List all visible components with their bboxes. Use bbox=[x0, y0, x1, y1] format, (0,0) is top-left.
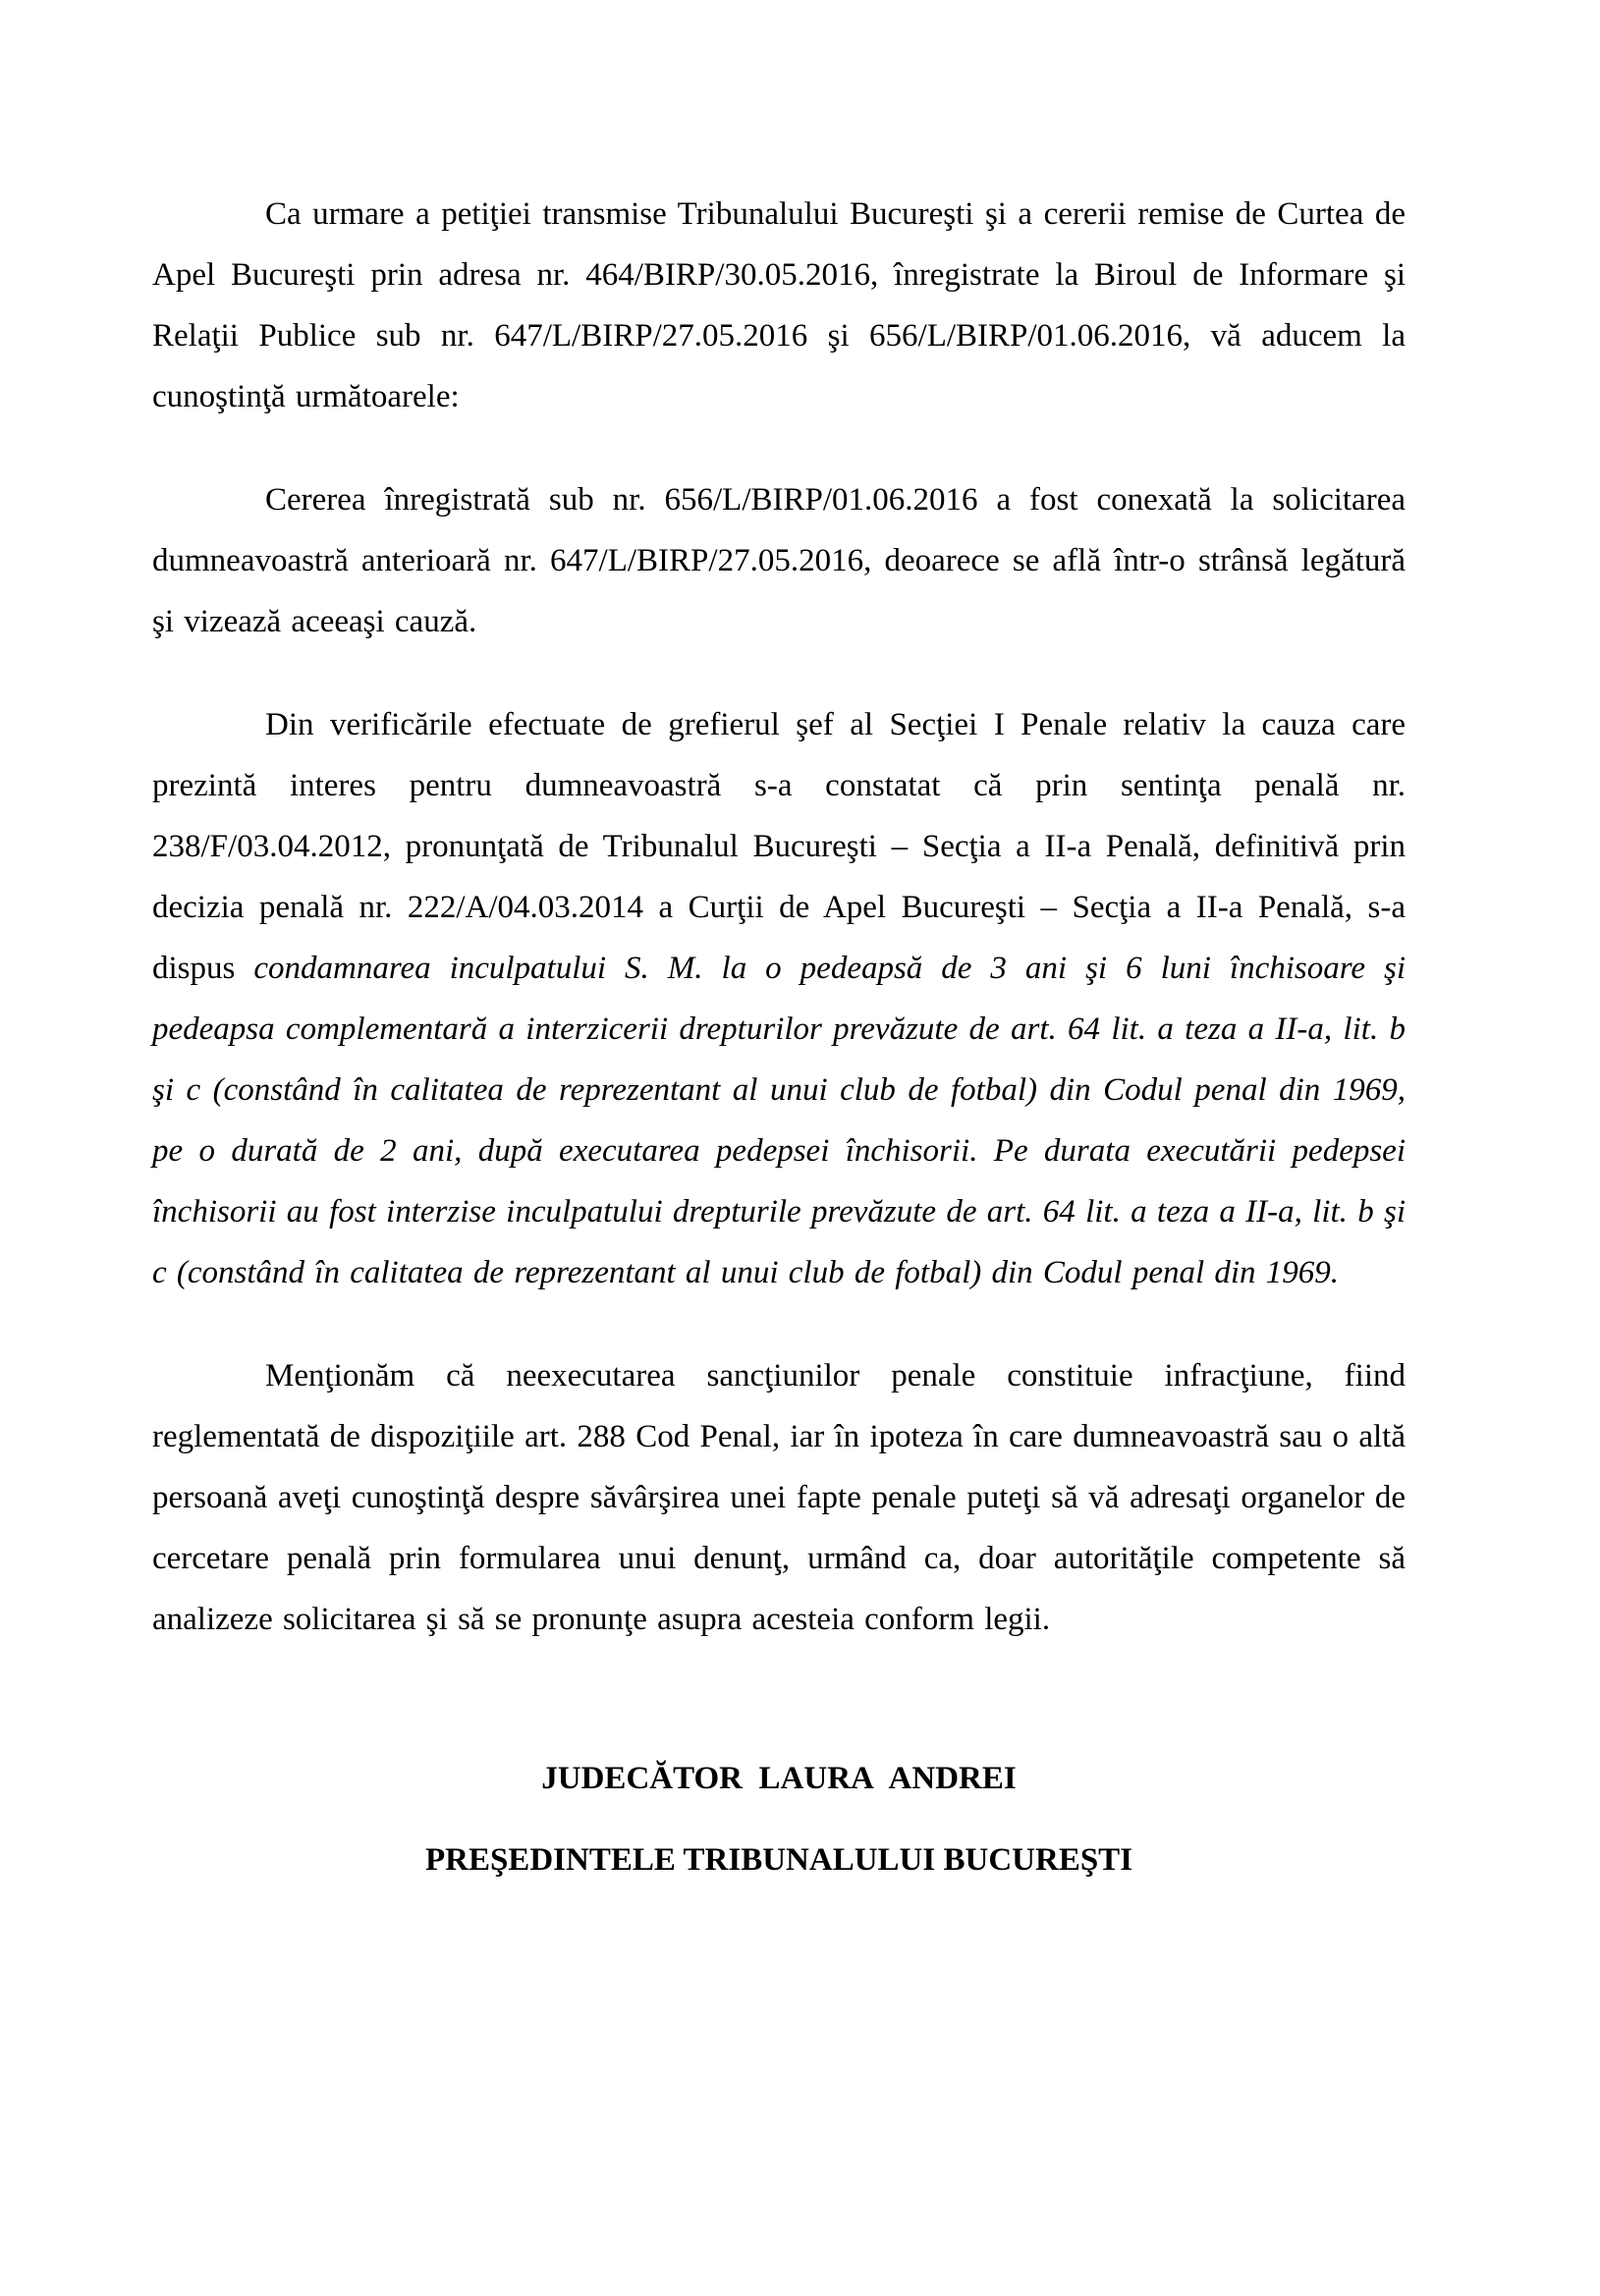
signature-block bbox=[152, 1748, 1406, 1890]
paragraph-verification-italic-quote: condamnarea inculpatului S. M. la o pedeapsă de 3 ani şi 6 luni închisoare şi pedeapsa complementară a interzicerii drepturilor prevăzute de art. 64 lit. a teza a II-a, lit. b şi c (constând în calitatea de reprezentant al unui club de fotbal) din Codul penal din 1969, pe o durată de 2 ani, după executarea pedepsei închisorii. Pe durata executării pedepsei închisorii au fost interzise inculpatului drepturile prevăzute de art. 64 lit. a teza a II-a, lit. b şi c (constând în calitatea de reprezentant al unui club de fotbal) din Codul penal din 1969. bbox=[152, 951, 1406, 1290]
signature-judge-name: JUDECĂTOR LAURA ANDREI bbox=[541, 1761, 1017, 1796]
paragraph-verification-findings bbox=[152, 694, 1406, 1303]
paragraph-legal-notice: Menţionăm că neexecutarea sancţiunilor penale constituie infracţiune, fiind reglementată de dispoziţiile art. 288 Cod Penal, iar în ipoteza în care dumneavoastră sau o altă persoană aveţi cunoştinţă despre săvârşirea unei fapte penale puteţi să vă adresaţi organelor de cercetare penală prin formularea unui denunţ, urmând ca, doar autorităţile competente să analizeze solicitarea şi să se pronunţe asupra acesteia conform legii. bbox=[152, 1358, 1406, 1637]
signature-president-title: PREŞEDINTELE TRIBUNALULUI BUCUREŞTI bbox=[424, 1842, 1133, 1878]
document-body bbox=[152, 184, 1406, 1890]
paragraph-verification-normal-text: Din verificările efectuate de grefierul şef al Secţiei I Penale relativ la cauza care prezintă interes pentru dumneavoastră s-a constatat că prin sentinţa penală nr. 238/F/03.04.2012, pronunţată de Tribunalul Bucureşti – Secţia a II-a Penală, definitivă prin decizia penală nr. 222/A/04.03.2014 a Curţii de Apel Bucureşti – Secţia a II-a Penală, s-a dispus bbox=[152, 707, 1406, 986]
paragraph-petition-intro: Ca urmare a petiţiei transmise Tribunalului Bucureşti şi a cererii remise de Curtea de Apel Bucureşti prin adresa nr. 464/BIRP/30.05.2016, înregistrate la Biroul de Informare şi Relaţii Publice sub nr. 647/L/BIRP/27.05.2016 şi 656/L/BIRP/01.06.2016, vă aducem la cunoştinţă următoarele: bbox=[152, 196, 1406, 414]
paragraph-request-connexation: Cererea înregistrată sub nr. 656/L/BIRP/01.06.2016 a fost conexată la solicitarea dumneavoastră anterioară nr. 647/L/BIRP/27.05.2016, deoarece se află într-o strânsă legătură şi vizează aceeaşi cauză. bbox=[152, 482, 1406, 639]
